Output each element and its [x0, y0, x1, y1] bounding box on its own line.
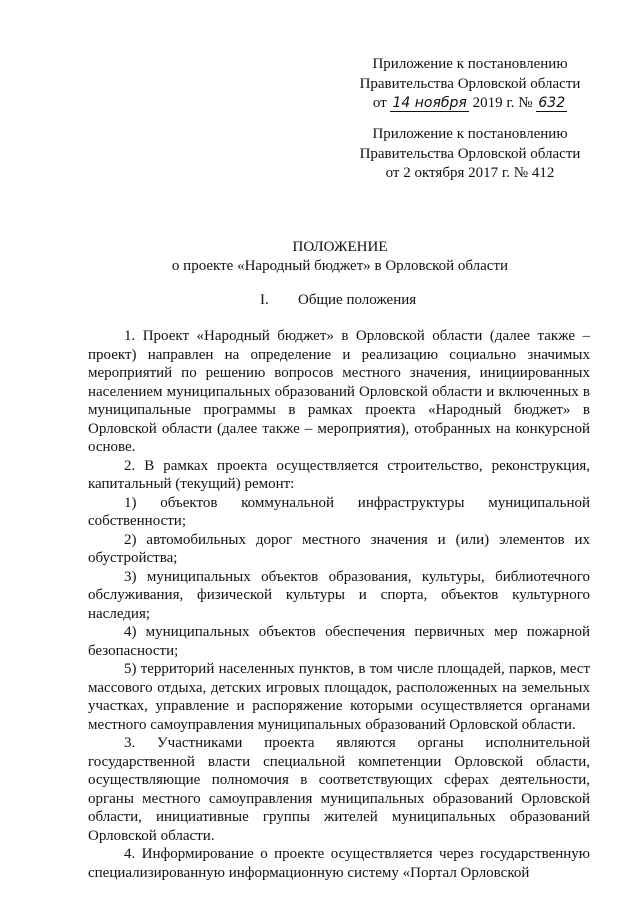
appendix-prev-line-3: от 2 октября 2017 г. № 412 — [385, 165, 555, 181]
list-item-1: 1) объектов коммунальной инфраструктуры муниципальной собственности; — [88, 494, 590, 529]
document-body — [88, 320, 590, 882]
appendix-line-1: Приложение к постановлению — [372, 56, 568, 72]
document-title: ПОЛОЖЕНИЕ — [292, 239, 388, 255]
appendix-header-current — [340, 55, 600, 114]
date-prefix: от — [372, 95, 387, 111]
list-item-2: 2) автомобильных дорог местного значения и (или) элементов их обустройства; — [88, 531, 590, 566]
list-item-5: 5) территорий населенных пунктов, в том числе площадей, парков, мест массового отдыха, детских игровых площадок, расположенных на земельных участках, управление и распоряжение которыми осуществляется органами местного самоуправления муниципальных образований Орловской области. — [88, 661, 590, 733]
handwritten-date: 14 ноября — [392, 95, 467, 111]
paragraph-4: 4. Информирование о проекте осуществляется через государственную специализированную информационную систему «Портал Орловской — [88, 846, 590, 881]
year-number-label: 2019 г. № — [472, 95, 533, 111]
document-title-block — [0, 238, 640, 276]
paragraph-1: 1. Проект «Народный бюджет» в Орловской области (далее также – проект) направлен на определение и реализацию социально значимых мероприятий по решению вопросов местного значения, инициированных населением муниципальных образований Орловской области и включенных в муниципальные программы в рамках проекта «Народный бюджет» в Орловской области (далее также – мероприятия), отобранных на конкурсной основе. — [88, 328, 590, 455]
section-number: I. — [260, 292, 269, 308]
section-title: Общие положения — [298, 292, 417, 308]
paragraph-2: 2. В рамках проекта осуществляется строительство, реконструкция, капитальный (текущий) ремонт: — [88, 457, 590, 492]
list-item-3: 3) муниципальных объектов образования, культуры, библиотечного обслуживания, физической культуры и спорта, объектов культурного наследия; — [88, 568, 590, 622]
appendix-date-line — [340, 94, 600, 114]
list-item-4: 4) муниципальных объектов обеспечения первичных мер пожарной безопасности; — [88, 624, 590, 659]
document-subtitle: о проекте «Народный бюджет» в Орловской области — [171, 258, 509, 274]
handwritten-number: 632 — [538, 95, 566, 111]
appendix-header-previous — [340, 125, 600, 184]
section-heading — [260, 292, 416, 309]
appendix-prev-line-2: Правительства Орловской области — [359, 145, 581, 162]
appendix-prev-line-1: Приложение к постановлению — [372, 126, 568, 142]
appendix-line-2: Правительства Орловской области — [359, 75, 581, 92]
paragraph-3: 3. Участниками проекта являются органы исполнительной государственной власти специальной компетенции Орловской области, осуществляющие полномочия в соответствующих сферах деятельности, органы местного самоуправления муниципальных образований Орловской области, инициативные группы жителей муниципальных образований Орловской области. — [88, 735, 590, 844]
